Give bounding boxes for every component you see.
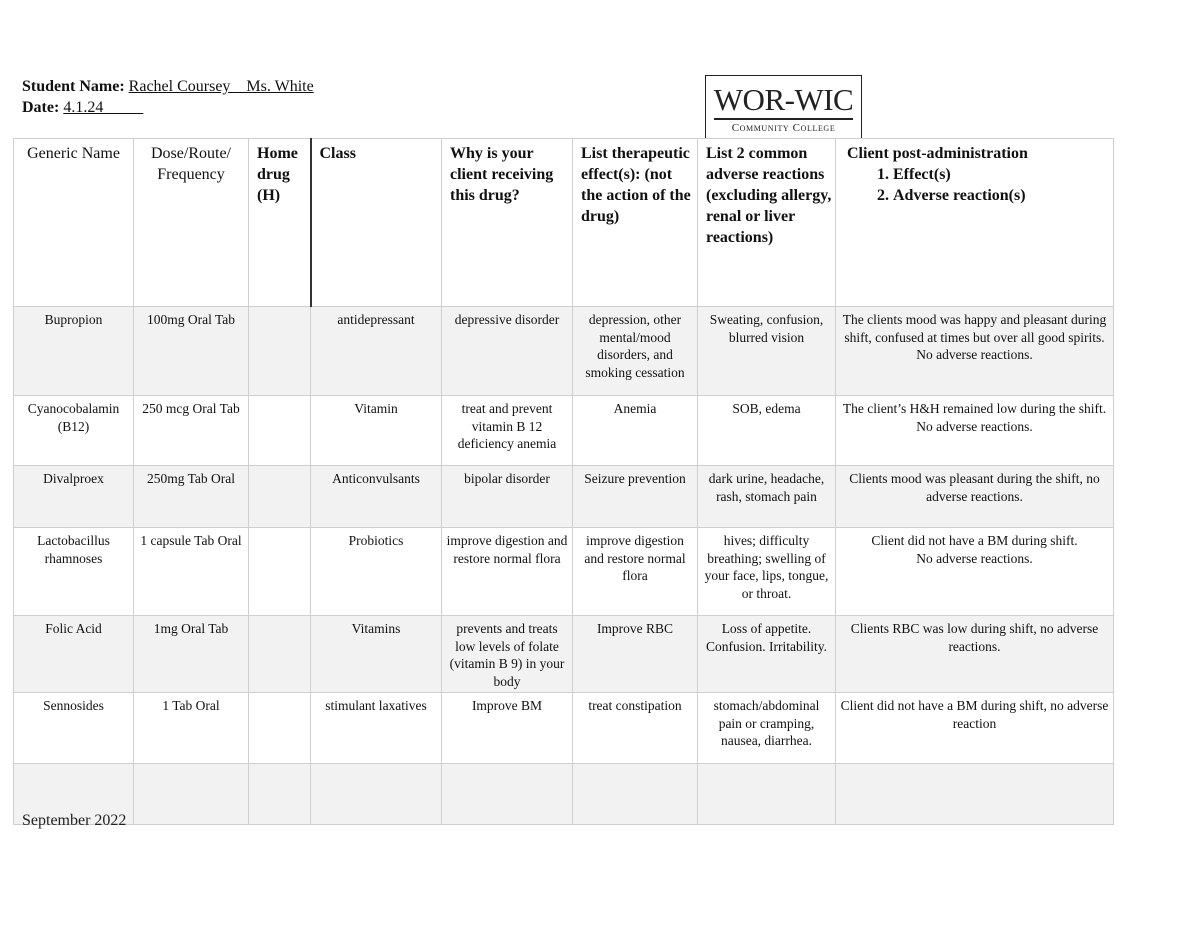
table-row <box>14 307 1114 396</box>
col-header-therapeutic: List therapeutic effect(s): (not the action of the drug) <box>573 139 698 307</box>
cell-home <box>249 307 311 396</box>
document-header <box>22 76 314 118</box>
cell-dose: 1 Tab Oral <box>134 693 249 764</box>
cell-adverse: hives; difficulty breathing; swelling of your face, lips, tongue, or throat. <box>698 528 836 616</box>
cell-generic: Sennosides <box>14 693 134 764</box>
col-header-home-drug: Home drug (H) <box>249 139 311 307</box>
cell-home <box>249 616 311 693</box>
post-admin-item-adverse: 2. Adverse reaction(s) <box>893 185 1110 206</box>
cell-generic: Bupropion <box>14 307 134 396</box>
post-admin-list <box>839 164 1110 206</box>
post-admin-item-effects: 1. Effect(s) <box>893 164 1110 185</box>
cell-class: Anticonvulsants <box>311 466 442 528</box>
table-row <box>14 764 1114 825</box>
cell-home <box>249 764 311 825</box>
post-admin-effect: Clients mood was pleasant during the shift, no adverse reactions. <box>849 471 1100 504</box>
cell-class: stimulant laxatives <box>311 693 442 764</box>
footer-date: September 2022 <box>22 812 127 829</box>
col-header-generic-name: Generic Name <box>14 139 134 307</box>
cell-why <box>442 764 573 825</box>
cell-therapeutic: improve digestion and restore normal flora <box>573 528 698 616</box>
student-name-line <box>22 76 314 97</box>
cell-post-admin <box>836 616 1114 693</box>
college-logo <box>705 75 862 139</box>
cell-post-admin <box>836 693 1114 764</box>
cell-dose: 100mg Oral Tab <box>134 307 249 396</box>
cell-home <box>249 466 311 528</box>
cell-dose: 1mg Oral Tab <box>134 616 249 693</box>
post-admin-effect: Clients RBC was low during shift, no adverse reactions. <box>850 621 1099 654</box>
table-header-row <box>14 139 1114 307</box>
cell-dose: 250 mcg Oral Tab <box>134 396 249 466</box>
logo-main-text: WOR-WIC <box>713 82 854 117</box>
cell-class: antidepressant <box>311 307 442 396</box>
medication-table <box>13 138 1114 825</box>
cell-adverse: stomach/abdominal pain or cramping, nausea, diarrhea. <box>698 693 836 764</box>
table-row <box>14 693 1114 764</box>
cell-therapeutic <box>573 764 698 825</box>
cell-therapeutic: Anemia <box>573 396 698 466</box>
col-header-class: Class <box>311 139 442 307</box>
post-admin-effect: Client did not have a BM during shift, no adverse reaction <box>840 698 1109 731</box>
cell-generic: Divalproex <box>14 466 134 528</box>
cell-class <box>311 764 442 825</box>
cell-adverse: Sweating, confusion, blurred vision <box>698 307 836 396</box>
col-header-dose: Dose/Route/ Frequency <box>134 139 249 307</box>
cell-dose: 250mg Tab Oral <box>134 466 249 528</box>
cell-class: Vitamin <box>311 396 442 466</box>
post-admin-adverse: No adverse reactions. <box>916 550 1033 566</box>
cell-therapeutic: treat constipation <box>573 693 698 764</box>
cell-adverse: SOB, edema <box>698 396 836 466</box>
post-admin-effect: Client did not have a BM during shift. <box>871 533 1078 548</box>
col-header-adverse: List 2 common adverse reactions (excluding allergy, renal or liver reactions) <box>698 139 836 307</box>
student-name-label: Student Name: <box>22 78 125 95</box>
table-row <box>14 466 1114 528</box>
date-value: 4.1.24 <box>63 99 144 116</box>
table-row <box>14 616 1114 693</box>
student-name-value: Rachel Coursey Ms. White <box>128 78 314 95</box>
logo-sub-text: Community College <box>731 122 836 134</box>
post-admin-adverse: No adverse reactions. <box>916 418 1033 434</box>
post-admin-effect: The clients mood was happy and pleasant during shift, confused at times but over all good spirits. <box>842 312 1107 345</box>
date-label: Date: <box>22 99 60 116</box>
col-header-why: Why is your client receiving this drug? <box>442 139 573 307</box>
table-row <box>14 528 1114 616</box>
logo-divider <box>714 118 853 120</box>
cell-therapeutic: depression, other mental/mood disorders, and smoking cessation <box>573 307 698 396</box>
cell-post-admin <box>836 466 1114 528</box>
date-line <box>22 97 314 118</box>
col-header-post-admin <box>836 139 1114 307</box>
cell-adverse <box>698 764 836 825</box>
cell-class: Vitamins <box>311 616 442 693</box>
cell-home <box>249 693 311 764</box>
post-admin-adverse: No adverse reactions. <box>916 347 1033 362</box>
cell-why: prevents and treats low levels of folate (vitamin B 9) in your body <box>442 616 573 693</box>
cell-adverse: Loss of appetite. Confusion. Irritability. <box>698 616 836 693</box>
cell-post-admin <box>836 307 1114 396</box>
cell-generic: Lactobacillus rhamnoses <box>14 528 134 616</box>
cell-therapeutic: Seizure prevention <box>573 466 698 528</box>
cell-adverse: dark urine, headache, rash, stomach pain <box>698 466 836 528</box>
cell-why: improve digestion and restore normal flora <box>442 528 573 616</box>
cell-post-admin <box>836 396 1114 466</box>
cell-generic: Cyanocobalamin (B12) <box>14 396 134 466</box>
cell-home <box>249 396 311 466</box>
cell-why: depressive disorder <box>442 307 573 396</box>
cell-dose <box>134 764 249 825</box>
cell-why: bipolar disorder <box>442 466 573 528</box>
table-row <box>14 396 1114 466</box>
cell-post-admin <box>836 764 1114 825</box>
post-admin-title: Client post-administration <box>847 145 1028 162</box>
cell-home <box>249 528 311 616</box>
cell-dose: 1 capsule Tab Oral <box>134 528 249 616</box>
cell-class: Probiotics <box>311 528 442 616</box>
post-admin-effect: The client’s H&H remained low during the shift. <box>842 401 1107 416</box>
cell-post-admin <box>836 528 1114 616</box>
cell-generic: Folic Acid <box>14 616 134 693</box>
cell-why: Improve BM <box>442 693 573 764</box>
cell-therapeutic: Improve RBC <box>573 616 698 693</box>
cell-why: treat and prevent vitamin B 12 deficiency anemia <box>442 396 573 466</box>
